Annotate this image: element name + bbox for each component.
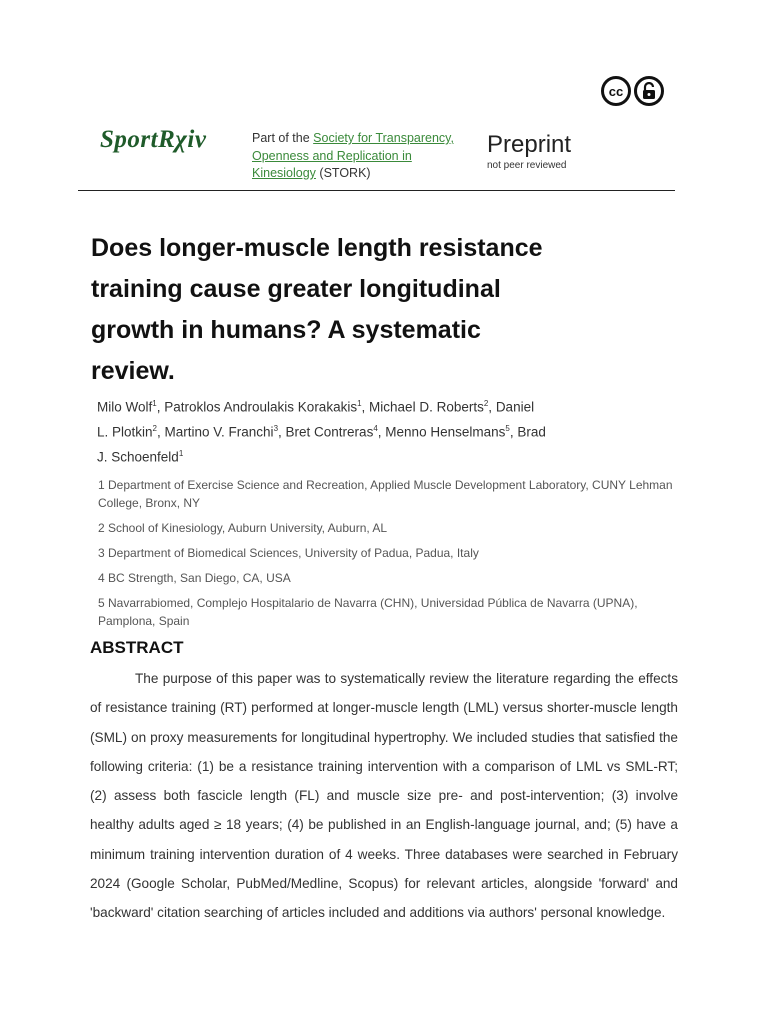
author-name: Michael D. Roberts xyxy=(369,399,484,415)
author-name: Milo Wolf xyxy=(97,399,153,415)
author-list: Milo Wolf$^1$, Patroklos Androulakis Korakakis$^1$, Michael D. Roberts$^2$, Daniel L. Plotkin$^2$, Martino V. Franchi$^3$, Bret Contreras$^4$, Menno Henselmans$^5$, Brad J. Schoenfeld$^1$ xyxy=(97,399,546,465)
open-lock-icon xyxy=(641,82,657,100)
affiliation-item: 5 Navarrabiomed, Complejo Hospitalario de Navarra (CHN), Universidad Pública de Navarra (UPNA), Pamplona, Spain xyxy=(98,596,638,628)
author-name: Bret Contreras xyxy=(285,424,374,440)
author-affiliation-number: 5 xyxy=(505,424,510,433)
affiliation-list xyxy=(98,476,673,637)
paper-title: Does longer-muscle length resistance training cause greater longitudinal growth in humans? A systematic review. xyxy=(91,234,543,385)
stork-link[interactable]: Society for Transparency, Openness and Replication in Kinesiology xyxy=(252,131,454,180)
header-divider xyxy=(78,190,675,191)
author-affiliation-number: 1 xyxy=(178,449,184,458)
preprint-heading: Preprint xyxy=(487,131,572,158)
part-of-suffix: (STORK) xyxy=(315,166,371,180)
sportrxiv-logo[interactable]: SportRχiv xyxy=(100,126,207,153)
affiliation-item: 4 BC Strength, San Diego, CA, USA xyxy=(98,571,291,585)
affiliation-item: 3 Department of Biomedical Sciences, University of Padua, Padua, Italy xyxy=(98,546,479,560)
author-affiliation-number: 1 xyxy=(357,399,362,408)
part-of-prefix: Part of the xyxy=(252,131,314,145)
author-name: Brad J. Schoenfeld xyxy=(97,424,546,465)
author-affiliation-number: 4 xyxy=(373,424,378,433)
affiliation-item: 2 School of Kinesiology, Auburn University, Auburn, AL xyxy=(98,521,388,535)
author-affiliation-number: 3 xyxy=(273,424,279,433)
author-affiliation-number: 2 xyxy=(152,424,157,433)
author-name: Daniel L. Plotkin xyxy=(97,399,535,440)
stork-affiliation xyxy=(252,130,472,183)
preprint-label xyxy=(487,131,571,171)
author-affiliation-number: 1 xyxy=(152,399,157,408)
not-peer-reviewed: not peer reviewed xyxy=(487,160,567,171)
author-name: Martino V. Franchi xyxy=(164,424,274,440)
abstract-heading: ABSTRACT xyxy=(90,638,184,657)
affiliation-item: 1 Department of Exercise Science and Recreation, Applied Muscle Development Laboratory, CUNY Lehman College, Bronx, NY xyxy=(98,478,673,510)
cc-icon xyxy=(601,76,631,106)
author-name: Menno Henselmans xyxy=(385,424,506,440)
abstract-text: The purpose of this paper was to systematically review the literature regarding the effects of resistance training (RT) performed at longer-muscle length (LML) versus shorter-muscle length (SML) on proxy measurements for longitudinal hypertrophy. We included studies that satisfied the following criteria: (1) be a resistance training intervention with a comparison of LML vs SML-RT; (2) assess both fascicle length (FL) and muscle size pre- and post-intervention; (3) involve healthy adults aged ≥ 18 years; (4) be published in an English-language journal, and; (5) have a minimum training intervention duration of 4 weeks. Three databases were searched in February 2024 (Google Scholar, PubMed/Medline, Scopus) for relevant articles, alongside 'forward' and 'backward' citation searching of articles included and additions via authors' personal knowledge. xyxy=(90,671,678,921)
license-badges xyxy=(601,76,664,106)
cc-label: cc xyxy=(608,83,624,99)
open-access-lock-icon xyxy=(634,76,664,106)
author-name: Patroklos Androulakis Korakakis xyxy=(164,399,358,415)
author-affiliation-number: 2 xyxy=(483,399,489,408)
